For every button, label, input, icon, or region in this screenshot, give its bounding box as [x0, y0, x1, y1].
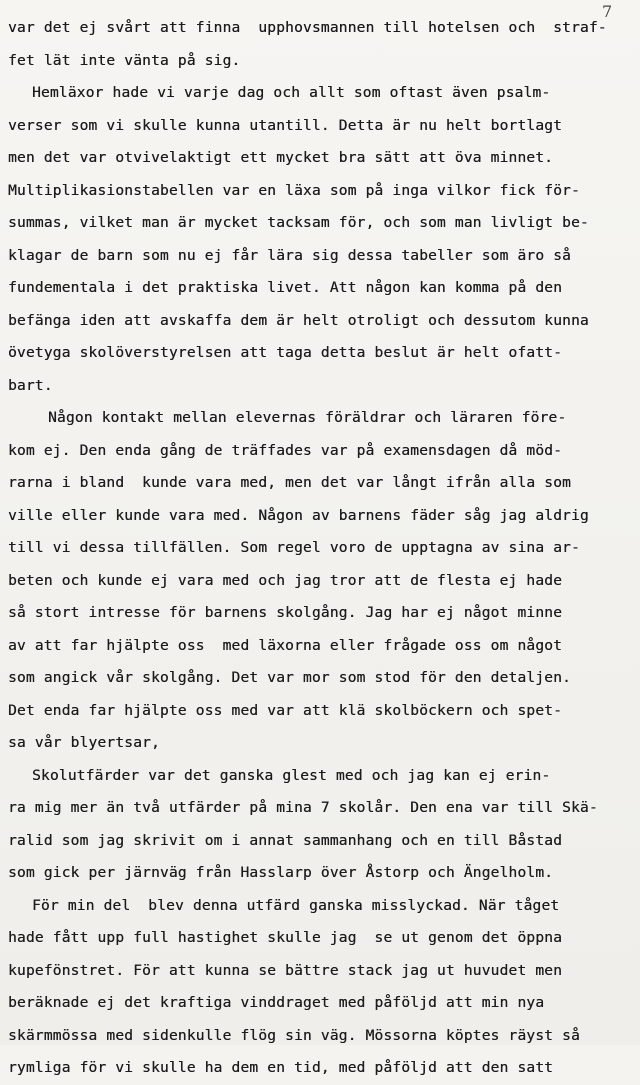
- text-line: summas, vilket man är mycket tacksam för, och som man livligt be-: [8, 214, 589, 231]
- text-line: kupefönstret. För att kunna se bättre stack jag ut huvudet men: [8, 961, 563, 979]
- text-line: Hemläxor hade vi varje dag och allt som oftast även psalm-: [32, 84, 551, 101]
- text-line: Det enda far hjälpte oss med var att klä skolböckern och spet-: [8, 701, 563, 719]
- page-number-mark: 7: [602, 2, 613, 21]
- text-line: ralid som jag skrivit om i annat sammanhang och en till Båstad: [8, 831, 563, 849]
- text-body: [8, 12, 638, 1085]
- text-line: så stort intresse för barnens skolgång. Jag har ej något minne: [8, 604, 563, 621]
- text-line: övetyga skolöverstyrelsen att taga detta beslut är helt ofatt-: [8, 344, 563, 361]
- text-line: ra mig mer än två utfärder på mina 7 skolår. Den ena var till Skä-: [8, 799, 598, 816]
- text-line: För min del blev denna utfärd ganska misslyckad. När tåget: [32, 896, 560, 914]
- text-line: som angick vår skolgång. Det var mor som stod för den detaljen.: [8, 669, 571, 686]
- text-line: Någon kontakt mellan elevernas föräldrar och läraren före-: [48, 409, 567, 426]
- text-line: var det ej svårt att finna upphovsmannen till hotelsen och straf-: [8, 19, 607, 36]
- text-line: hade fått upp full hastighet skulle jag se ut genom det öppna: [8, 929, 563, 946]
- text-line: som gick per järnväg från Hasslarp över Åstorp och Ängelholm.: [8, 864, 554, 881]
- text-line: Multiplikasionstabellen var en läxa som på inga vilkor fick för-: [8, 181, 580, 199]
- text-line: fet lät inte vänta på sig.: [8, 51, 241, 69]
- text-line: bart.: [8, 376, 53, 394]
- text-line: kom ej. Den enda gång de träffades var på examensdagen då möd-: [8, 441, 563, 459]
- text-line: rarna i bland kunde vara med, men det var långt ifrån alla som: [8, 474, 571, 491]
- text-line: befänga iden att avskaffa dem är helt otroligt och dessutom kunna: [8, 311, 589, 329]
- text-line: ville eller kunde vara med. Någon av barnens fäder såg jag aldrig: [8, 506, 589, 524]
- text-line: till vi dessa tillfällen. Som regel voro de upptagna av sina ar-: [8, 539, 580, 556]
- text-line: av att far hjälpte oss med läxorna eller frågade oss om något: [8, 636, 563, 654]
- text-line: verser som vi skulle kunna utantill. Detta är nu helt bortlagt: [8, 116, 563, 134]
- text-line: beräknade ej det kraftiga vinddraget med påföljd att min nya: [8, 994, 545, 1011]
- text-line: klagar de barn som nu ej får lära sig dessa tabeller som äro så: [8, 246, 571, 264]
- text-line: skärmmössa med sidenkulle flög sin väg. Mössorna köptes räyst så: [8, 1026, 580, 1044]
- text-line: men det var otvivelaktigt ett mycket bra sätt att öva minnet.: [8, 149, 554, 166]
- text-line: beten och kunde ej vara med och jag tror att de flesta ej hade: [8, 571, 563, 589]
- text-line: fundementala i det praktiska livet. Att någon kan komma på den: [8, 279, 563, 296]
- text-line: rymliga för vi skulle ha dem en tid, med påföljd att den satt: [8, 1059, 554, 1076]
- text-line: Skolutfärder var det ganska glest med och jag kan ej erin-: [32, 766, 551, 784]
- text-line: sa vår blyertsar,: [8, 734, 160, 751]
